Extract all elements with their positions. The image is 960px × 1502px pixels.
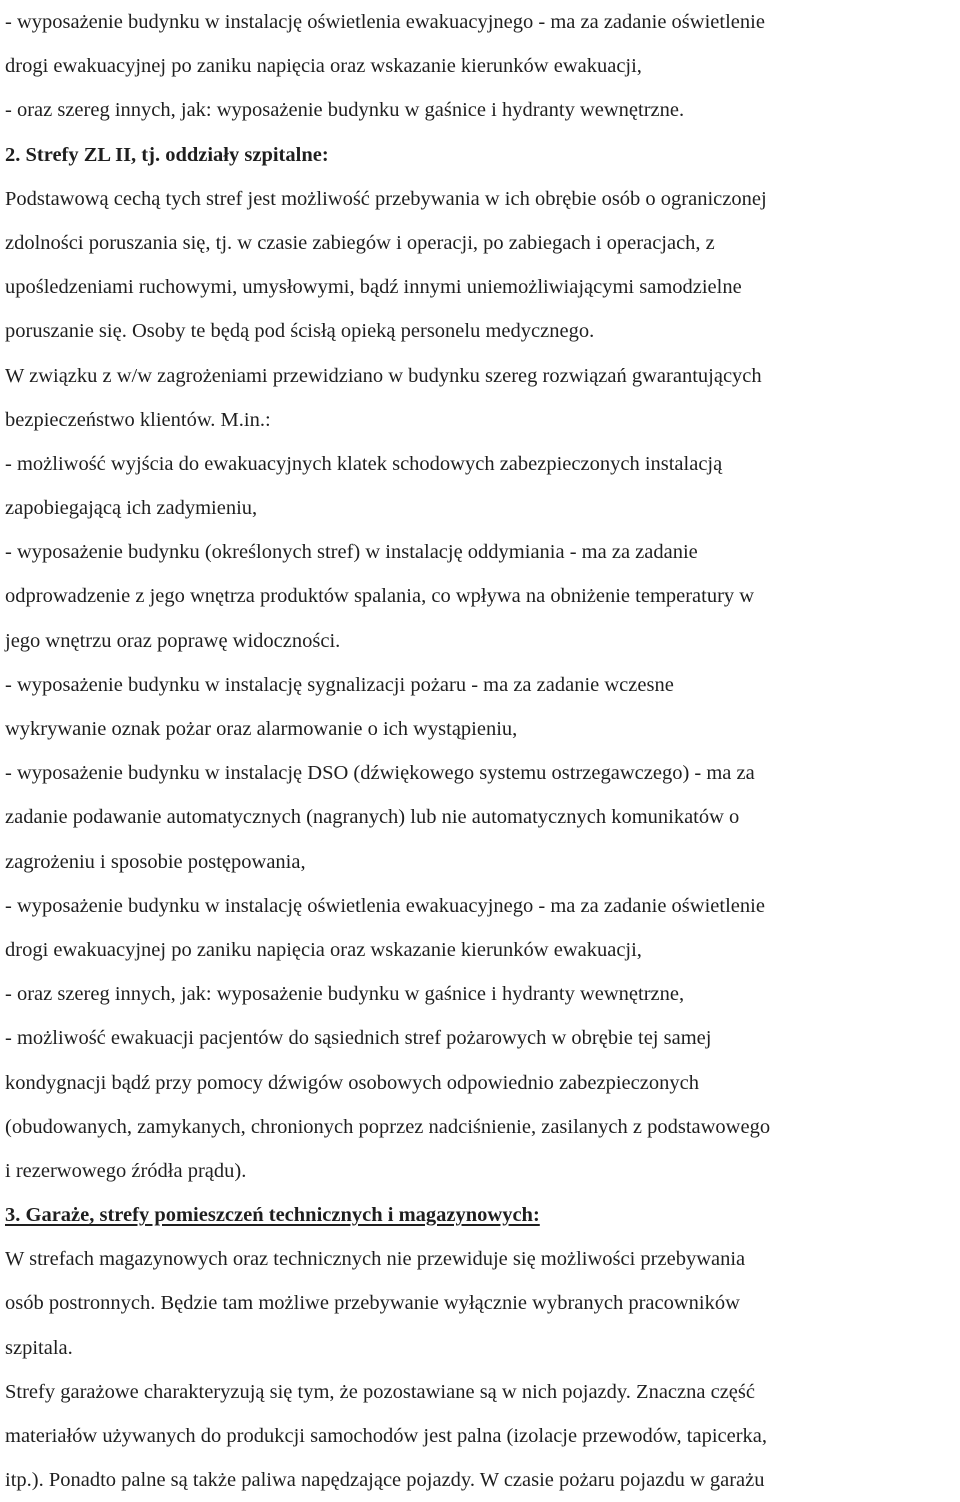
section-heading-garages: 3. Garaże, strefy pomieszczeń technicznych i magazynowych: <box>5 1204 540 1227</box>
text-line: - wyposażenie budynku w instalację oświetlenia ewakuacyjnego - ma za zadanie oświetlenie <box>5 894 765 917</box>
text-line: W strefach magazynowych oraz technicznych nie przewiduje się możliwości przebywania <box>5 1248 746 1271</box>
text-line: szpitala. <box>5 1336 73 1359</box>
text-line: - wyposażenie budynku w instalację DSO (dźwiękowego systemu ostrzegawczego) - ma za <box>5 762 755 785</box>
text-line: - oraz szereg innych, jak: wyposażenie budynku w gaśnice i hydranty wewnętrzne, <box>5 983 685 1006</box>
text-line: zapobiegającą ich zadymieniu, <box>5 497 258 520</box>
text-line: upośledzeniami ruchowymi, umysłowymi, bądź innymi uniemożliwiającymi samodzielne <box>5 276 742 299</box>
text-line: - możliwość ewakuacji pacjentów do sąsiednich stref pożarowych w obrębie tej samej <box>5 1027 712 1050</box>
text-line: - możliwość wyjścia do ewakuacyjnych klatek schodowych zabezpieczonych instalacją <box>5 452 723 475</box>
text-line: - wyposażenie budynku w instalację oświetlenia ewakuacyjnego - ma za zadanie oświetlenie <box>5 11 765 33</box>
text-line: drogi ewakuacyjnej po zaniku napięcia oraz wskazanie kierunków ewakuacji, <box>5 938 642 961</box>
text-line: zdolności poruszania się, tj. w czasie zabiegów i operacji, po zabiegach i operacjach, z <box>5 231 715 254</box>
section-heading-zl-ii: 2. Strefy ZL II, tj. oddziały szpitalne: <box>5 143 329 166</box>
text-line: - wyposażenie budynku (określonych stref) w instalację oddymiania - ma za zadanie <box>5 541 698 564</box>
text-line: osób postronnych. Będzie tam możliwe przebywanie wyłącznie wybranych pracowników <box>5 1292 740 1315</box>
text-line: (obudowanych, zamykanych, chronionych poprzez nadciśnienie, zasilanych z podstawowego <box>5 1115 771 1138</box>
document-page <box>5 0 957 1502</box>
text-line: jego wnętrzu oraz poprawę widoczności. <box>5 629 341 652</box>
text-line: itp.). Ponadto palne są także paliwa napędzające pojazdy. W czasie pożaru pojazdu w garażu <box>5 1469 765 1492</box>
text-line: - oraz szereg innych, jak: wyposażenie budynku w gaśnice i hydranty wewnętrzne. <box>5 99 685 122</box>
text-line: Strefy garażowe charakteryzują się tym, że pozostawiane są w nich pojazdy. Znaczna część <box>5 1380 755 1403</box>
text-line: materiałów używanych do produkcji samochodów jest palna (izolacje przewodów, tapicerka, <box>5 1425 768 1447</box>
text-line: Podstawową cechą tych stref jest możliwość przebywania w ich obrębie osób o ograniczonej <box>5 187 767 210</box>
text-line: zadanie podawanie automatycznych (nagranych) lub nie automatycznych komunikatów o <box>5 806 740 829</box>
text-line: i rezerwowego źródła prądu). <box>5 1159 247 1182</box>
text-line: - wyposażenie budynku w instalację sygnalizacji pożaru - ma za zadanie wczesne <box>5 673 674 696</box>
text-line: zagrożeniu i sposobie postępowania, <box>5 850 306 873</box>
text-line: kondygnacji bądź przy pomocy dźwigów osobowych odpowiednio zabezpieczonych <box>5 1071 699 1094</box>
text-line: odprowadzenie z jego wnętrza produktów spalania, co wpływa na obniżenie temperatury w <box>5 585 755 608</box>
text-line: bezpieczeństwo klientów. M.in.: <box>5 408 271 431</box>
text-line: wykrywanie oznak pożar oraz alarmowanie o ich wystąpieniu, <box>5 718 518 740</box>
text-line: poruszanie się. Osoby te będą pod ścisłą opieką personelu medycznego. <box>5 320 595 343</box>
text-line: drogi ewakuacyjnej po zaniku napięcia oraz wskazanie kierunków ewakuacji, <box>5 55 642 78</box>
text-line: W związku z w/w zagrożeniami przewidziano w budynku szereg rozwiązań gwarantujących <box>5 364 762 387</box>
